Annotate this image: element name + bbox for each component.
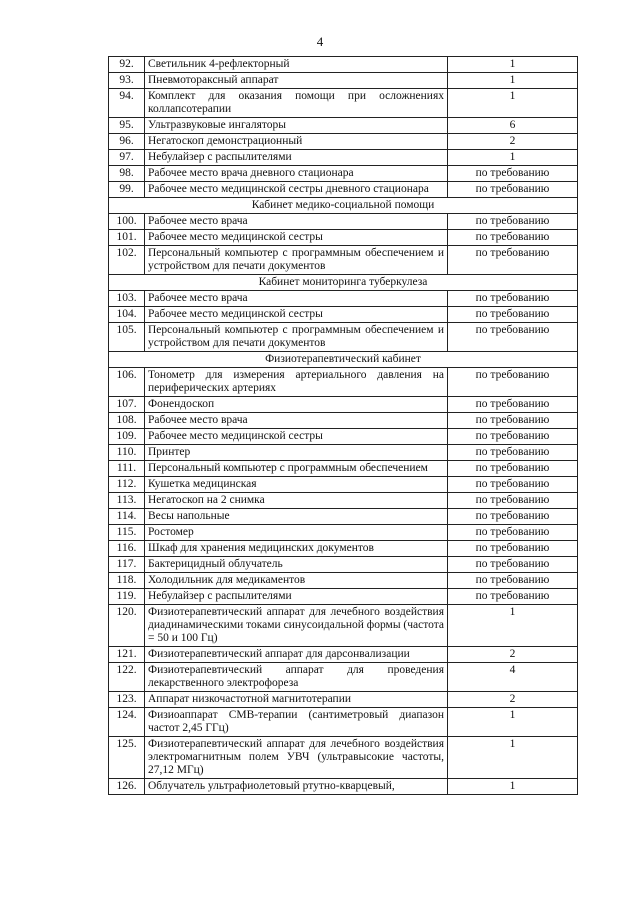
- item-name: Физиотерапевтический аппарат для лечебного воздействия электромагнитным полем УВЧ (ультравысокие частоты, 27,12 МГц): [145, 737, 448, 779]
- table-row: [109, 493, 578, 509]
- item-quantity: по требованию: [448, 397, 578, 413]
- item-name: Небулайзер с распылителями: [145, 589, 448, 605]
- item-quantity: 2: [448, 647, 578, 663]
- item-name: Небулайзер с распылителями: [145, 150, 448, 166]
- table-row: [109, 605, 578, 647]
- item-quantity: 2: [448, 692, 578, 708]
- table-row: [109, 708, 578, 737]
- item-name: Ростомер: [145, 525, 448, 541]
- table-row: [109, 246, 578, 275]
- item-number: 112.: [109, 477, 145, 493]
- table-row: [109, 323, 578, 352]
- item-name: Рабочее место врача дневного стационара: [145, 166, 448, 182]
- item-number: 114.: [109, 509, 145, 525]
- item-number: 95.: [109, 118, 145, 134]
- item-number: 98.: [109, 166, 145, 182]
- item-name: Комплект для оказания помощи при осложнениях коллапсотерапии: [145, 89, 448, 118]
- item-name: Ультразвуковые ингаляторы: [145, 118, 448, 134]
- item-number: 115.: [109, 525, 145, 541]
- table-row: [109, 557, 578, 573]
- item-quantity: по требованию: [448, 166, 578, 182]
- item-number: 124.: [109, 708, 145, 737]
- item-quantity: по требованию: [448, 509, 578, 525]
- table-row: [109, 445, 578, 461]
- item-name: Рабочее место врача: [145, 214, 448, 230]
- table-row: [109, 166, 578, 182]
- item-number: 126.: [109, 779, 145, 795]
- item-number: 121.: [109, 647, 145, 663]
- item-name: Аппарат низкочастотной магнитотерапии: [145, 692, 448, 708]
- item-quantity: по требованию: [448, 445, 578, 461]
- item-name: Тонометр для измерения артериального давления на периферических артериях: [145, 368, 448, 397]
- item-name: Персональный компьютер с программным обеспечением: [145, 461, 448, 477]
- item-name: Физиоаппарат СМВ-терапии (сантиметровый диапазон частот 2,45 ГГц): [145, 708, 448, 737]
- item-number: 109.: [109, 429, 145, 445]
- table-row: [109, 73, 578, 89]
- item-number: 108.: [109, 413, 145, 429]
- item-number: 118.: [109, 573, 145, 589]
- item-name: Физиотерапевтический аппарат для проведения лекарственного электрофореза: [145, 663, 448, 692]
- item-number: 94.: [109, 89, 145, 118]
- item-quantity: по требованию: [448, 182, 578, 198]
- table-row: [109, 779, 578, 795]
- item-name: Персональный компьютер с программным обеспечением и устройством для печати документов: [145, 323, 448, 352]
- item-number: 123.: [109, 692, 145, 708]
- item-number: 122.: [109, 663, 145, 692]
- table-row: [109, 692, 578, 708]
- item-name: Персональный компьютер с программным обеспечением и устройством для печати документов: [145, 246, 448, 275]
- item-quantity: 1: [448, 708, 578, 737]
- item-name: Физиотерапевтический аппарат для дарсонвализации: [145, 647, 448, 663]
- table-row: [109, 647, 578, 663]
- table-row: [109, 573, 578, 589]
- item-name: Негатоскоп демонстрационный: [145, 134, 448, 150]
- section-header-row: [109, 198, 578, 214]
- item-name: Облучатель ультрафиолетовый ртутно-кварцевый,: [145, 779, 448, 795]
- equipment-table: [108, 56, 578, 795]
- table-row: [109, 118, 578, 134]
- table-row: [109, 307, 578, 323]
- table-row: [109, 182, 578, 198]
- item-quantity: по требованию: [448, 493, 578, 509]
- item-name: Рабочее место медицинской сестры: [145, 307, 448, 323]
- item-number: 120.: [109, 605, 145, 647]
- item-name: Пневмотораксный аппарат: [145, 73, 448, 89]
- section-title: Кабинет медико-социальной помощи: [109, 198, 578, 214]
- table-row: [109, 89, 578, 118]
- item-quantity: по требованию: [448, 477, 578, 493]
- item-quantity: по требованию: [448, 573, 578, 589]
- item-name: Физиотерапевтический аппарат для лечебного воздействия диадинамическими токами синусоидальной формы (частота = 50 и 100 Гц): [145, 605, 448, 647]
- item-number: 110.: [109, 445, 145, 461]
- table-row: [109, 525, 578, 541]
- item-quantity: 1: [448, 73, 578, 89]
- item-quantity: 2: [448, 134, 578, 150]
- item-quantity: по требованию: [448, 461, 578, 477]
- item-name: Холодильник для медикаментов: [145, 573, 448, 589]
- item-quantity: 1: [448, 737, 578, 779]
- item-name: Рабочее место врача: [145, 291, 448, 307]
- item-number: 96.: [109, 134, 145, 150]
- item-number: 111.: [109, 461, 145, 477]
- item-quantity: по требованию: [448, 291, 578, 307]
- item-name: Кушетка медицинская: [145, 477, 448, 493]
- table-row: [109, 397, 578, 413]
- item-number: 105.: [109, 323, 145, 352]
- table-row: [109, 150, 578, 166]
- section-title: Физиотерапевтический кабинет: [109, 352, 578, 368]
- section-header-row: [109, 275, 578, 291]
- item-name: Негатоскоп на 2 снимка: [145, 493, 448, 509]
- table-row: [109, 541, 578, 557]
- item-quantity: 1: [448, 605, 578, 647]
- item-quantity: по требованию: [448, 429, 578, 445]
- item-name: Светильник 4-рефлекторный: [145, 57, 448, 73]
- item-quantity: по требованию: [448, 525, 578, 541]
- table-row: [109, 737, 578, 779]
- table-row: [109, 214, 578, 230]
- item-number: 103.: [109, 291, 145, 307]
- item-number: 106.: [109, 368, 145, 397]
- item-name: Шкаф для хранения медицинских документов: [145, 541, 448, 557]
- table-row: [109, 589, 578, 605]
- item-number: 100.: [109, 214, 145, 230]
- item-number: 117.: [109, 557, 145, 573]
- item-number: 104.: [109, 307, 145, 323]
- item-quantity: по требованию: [448, 541, 578, 557]
- item-name: Принтер: [145, 445, 448, 461]
- table-row: [109, 291, 578, 307]
- table-row: [109, 134, 578, 150]
- page-number: 4: [316, 34, 324, 49]
- item-name: Рабочее место медицинской сестры: [145, 429, 448, 445]
- item-quantity: 1: [448, 89, 578, 118]
- item-quantity: 1: [448, 57, 578, 73]
- item-number: 116.: [109, 541, 145, 557]
- item-name: Весы напольные: [145, 509, 448, 525]
- item-quantity: по требованию: [448, 413, 578, 429]
- table-row: [109, 663, 578, 692]
- item-number: 99.: [109, 182, 145, 198]
- section-title: Кабинет мониторинга туберкулеза: [109, 275, 578, 291]
- table-row: [109, 230, 578, 246]
- item-quantity: по требованию: [448, 323, 578, 352]
- item-quantity: по требованию: [448, 368, 578, 397]
- item-quantity: по требованию: [448, 230, 578, 246]
- item-quantity: по требованию: [448, 214, 578, 230]
- item-quantity: по требованию: [448, 307, 578, 323]
- item-quantity: по требованию: [448, 557, 578, 573]
- item-number: 113.: [109, 493, 145, 509]
- item-number: 92.: [109, 57, 145, 73]
- table-row: [109, 429, 578, 445]
- item-number: 101.: [109, 230, 145, 246]
- item-number: 125.: [109, 737, 145, 779]
- item-quantity: 6: [448, 118, 578, 134]
- item-number: 97.: [109, 150, 145, 166]
- item-name: Рабочее место врача: [145, 413, 448, 429]
- table-row: [109, 57, 578, 73]
- item-number: 107.: [109, 397, 145, 413]
- item-name: Фонендоскоп: [145, 397, 448, 413]
- item-quantity: 1: [448, 150, 578, 166]
- table-row: [109, 477, 578, 493]
- item-number: 102.: [109, 246, 145, 275]
- item-number: 119.: [109, 589, 145, 605]
- item-name: Рабочее место медицинской сестры дневного стационара: [145, 182, 448, 198]
- item-number: 93.: [109, 73, 145, 89]
- item-name: Бактерицидный облучатель: [145, 557, 448, 573]
- table-row: [109, 368, 578, 397]
- item-quantity: 4: [448, 663, 578, 692]
- table-row: [109, 413, 578, 429]
- table-row: [109, 461, 578, 477]
- item-quantity: по требованию: [448, 246, 578, 275]
- table-row: [109, 509, 578, 525]
- item-quantity: 1: [448, 779, 578, 795]
- item-quantity: по требованию: [448, 589, 578, 605]
- section-header-row: [109, 352, 578, 368]
- item-name: Рабочее место медицинской сестры: [145, 230, 448, 246]
